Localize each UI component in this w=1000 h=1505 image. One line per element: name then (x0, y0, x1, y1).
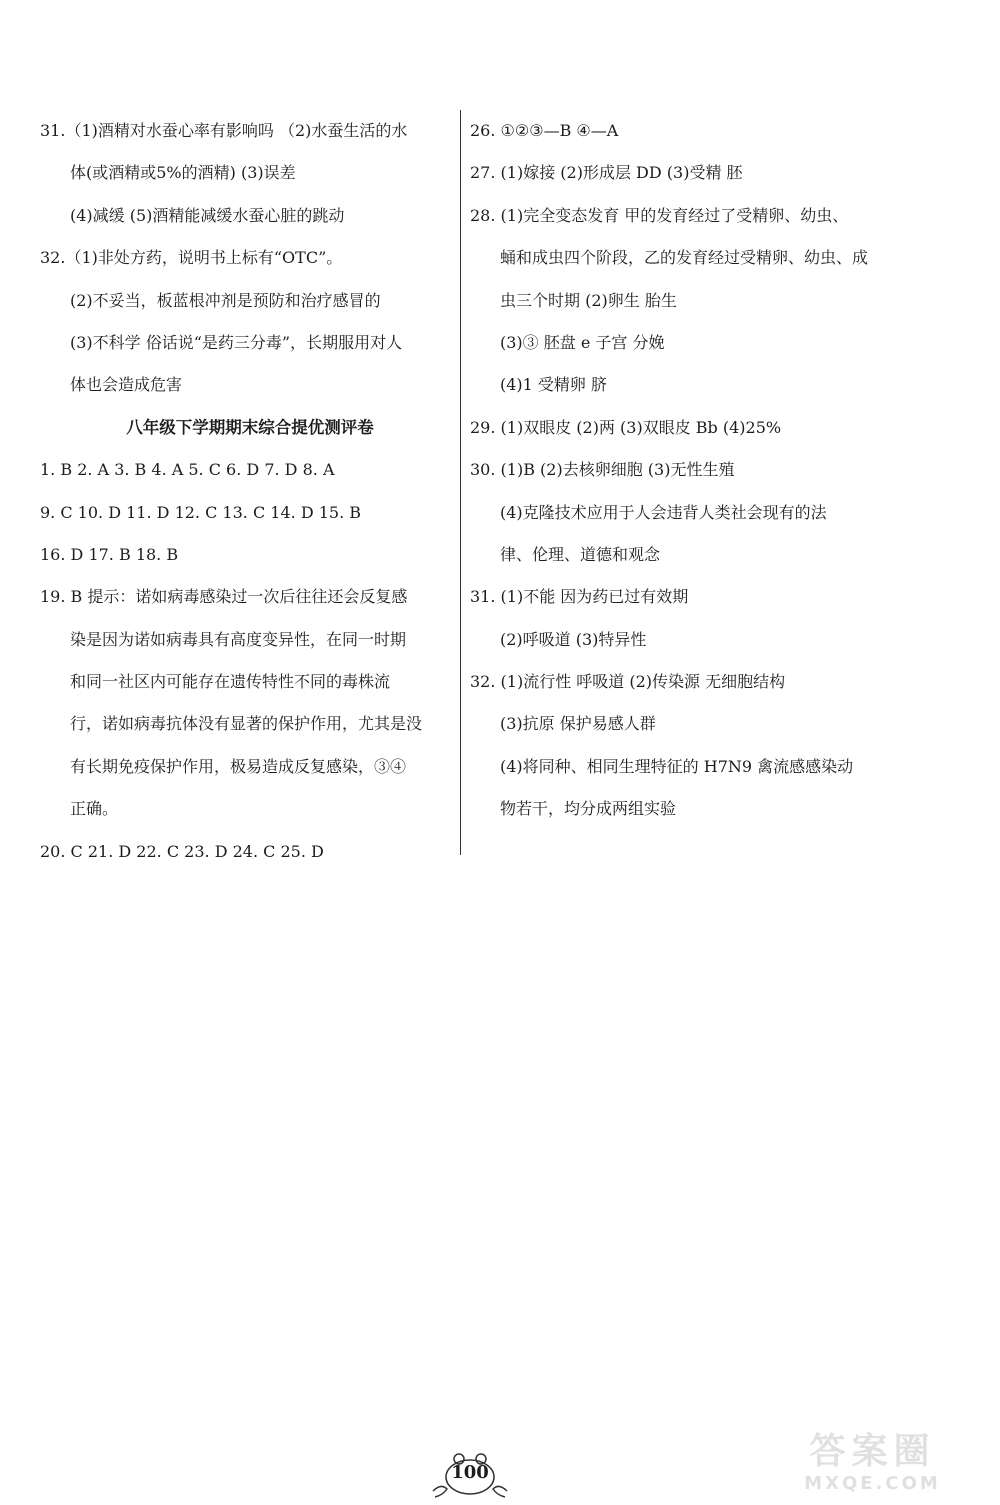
answer-line: 物若干，均分成两组实验 (500, 799, 677, 819)
answer-line: (4)将同种、相同生理特征的 H7N9 禽流感感染动 (500, 756, 854, 776)
answer-line: 28. (1)完全变态发育 甲的发育经过了受精卵、幼虫、 (470, 205, 849, 225)
answer-line: (3)不科学 俗话说“是药三分毒”，长期服用对人 (70, 332, 403, 352)
answer-line: 1. B 2. A 3. B 4. A 5. C 6. D 7. D 8. A (40, 460, 335, 480)
answer-line: (3)抗原 保护易感人群 (500, 714, 656, 734)
answer-line: 体也会造成危害 (70, 375, 183, 395)
answer-line: (3)③ 胚盘 e 子宫 分娩 (500, 332, 665, 352)
watermark (750, 1432, 995, 1504)
answer-line: 体(或酒精或5%的酒精) (3)误差 (70, 163, 296, 183)
answer-line: 和同一社区内可能存在遗传特性不同的毒株流 (70, 672, 391, 692)
right-column (470, 110, 930, 831)
answer-line: 31. (1)不能 因为药已过有效期 (470, 587, 689, 607)
answer-line: 正确。 (70, 799, 119, 819)
page-number: 100 (451, 1462, 489, 1483)
section-title: 八年级下学期期末综合提优测评卷 (126, 417, 374, 437)
left-column (40, 110, 452, 873)
answer-line: 9. C 10. D 11. D 12. C 13. C 14. D 15. B (40, 502, 362, 522)
answer-line: 行，诺如病毒抗体没有显著的保护作用，尤其是没 (70, 714, 423, 734)
watermark-url: MXQE.COM (804, 1473, 941, 1494)
answer-line: 30. (1)B (2)去核卵细胞 (3)无性生殖 (470, 460, 735, 480)
answer-line: 虫三个时期 (2)卵生 胎生 (500, 290, 677, 310)
answer-line: 29. (1)双眼皮 (2)两 (3)双眼皮 Bb (4)25% (470, 417, 782, 437)
answer-line: (2)不妥当，板蓝根冲剂是预防和治疗感冒的 (70, 290, 381, 310)
answer-line: 31.（1)酒精对水蚕心率有影响吗 （2)水蚕生活的水 (40, 121, 408, 140)
answer-line: (4)减缓 (5)酒精能减缓水蚕心脏的跳动 (70, 205, 345, 225)
answer-line: 32. (1)流行性 呼吸道 (2)传染源 无细胞结构 (470, 672, 786, 692)
answer-line: 27. (1)嫁接 (2)形成层 DD (3)受精 胚 (470, 163, 743, 183)
answer-line: 20. C 21. D 22. C 23. D 24. C 25. D (40, 841, 324, 861)
answer-line: (4)克隆技术应用于人会违背人类社会现有的法 (500, 502, 827, 522)
answer-line: 律、伦理、道德和观念 (500, 544, 661, 564)
answer-line: (4)1 受精卵 脐 (500, 375, 608, 395)
answer-line: (2)呼吸道 (3)特异性 (500, 629, 647, 649)
answer-line: 19. B 提示：诺如病毒感染过一次后往往还会反复感 (40, 587, 408, 607)
answer-line: 有长期免疫保护作用，极易造成反复感染，③④ (70, 756, 407, 776)
answer-line: 染是因为诺如病毒具有高度变异性，在同一时期 (70, 629, 407, 649)
watermark-logo-text: 答案圈 (809, 1431, 936, 1472)
column-divider (460, 110, 461, 855)
answer-line: 16. D 17. B 18. B (40, 544, 179, 564)
answer-line: 蛹和成虫四个阶段，乙的发育经过受精卵、幼虫、成 (500, 248, 869, 268)
answer-line: 32.（1)非处方药，说明书上标有“OTC”。 (40, 248, 343, 268)
answer-line: 26. ①②③—B ④—A (470, 121, 619, 140)
